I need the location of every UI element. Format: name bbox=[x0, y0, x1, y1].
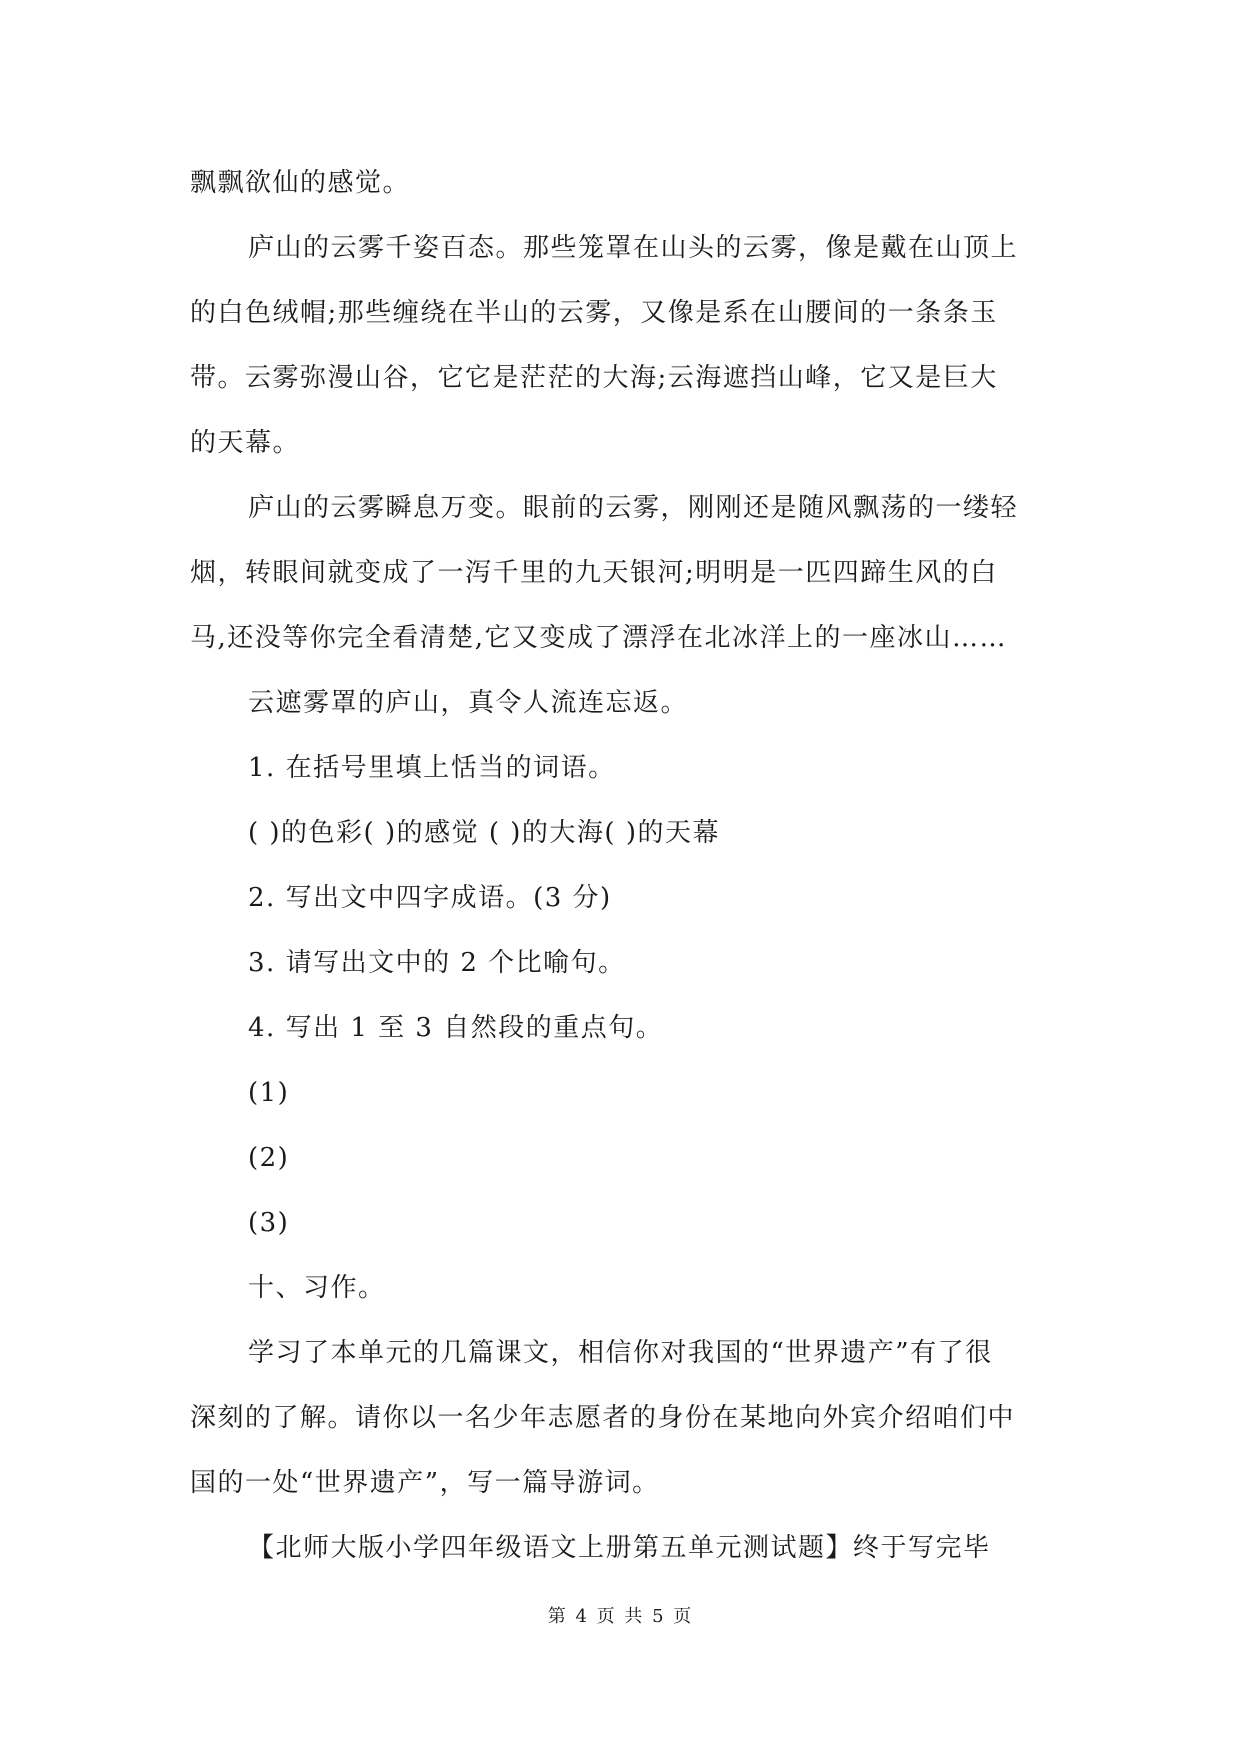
paragraph-line: 庐山的云雾千姿百态。那些笼罩在山头的云雾，像是戴在山顶上 bbox=[248, 233, 1019, 263]
question-4: 4. 写出 1 至 3 自然段的重点句。 bbox=[248, 1013, 664, 1043]
text-line: 的白色绒帽;那些缠绕在半山的云雾，又像是系在山腰间的一条条玉 bbox=[190, 298, 998, 328]
text-line: 烟，转眼间就变成了一泻千里的九天银河;明明是一匹四蹄生风的白 bbox=[190, 558, 998, 588]
document-body bbox=[190, 158, 1060, 1588]
section-heading: 十、习作。 bbox=[248, 1273, 386, 1303]
answer-slot-2: (2) bbox=[248, 1143, 290, 1173]
text-line: 飘飘欲仙的感觉。 bbox=[190, 168, 411, 198]
text-line: 深刻的了解。请你以一名少年志愿者的身份在某地向外宾介绍咱们中 bbox=[190, 1403, 1016, 1433]
paragraph-line: 庐山的云雾瞬息万变。眼前的云雾，刚刚还是随风飘荡的一缕轻 bbox=[248, 493, 1019, 523]
text-line: 带。云雾弥漫山谷，它它是茫茫的大海;云海遮挡山峰，它又是巨大 bbox=[190, 363, 998, 393]
paragraph-line: 【北师大版小学四年级语文上册第五单元测试题】终于写完毕 bbox=[248, 1533, 991, 1563]
question-3: 3. 请写出文中的 2 个比喻句。 bbox=[248, 948, 626, 978]
question-1-blanks: ( )的色彩( )的感觉 ( )的大海( )的天幕 bbox=[248, 818, 720, 848]
paragraph-line: 学习了本单元的几篇课文，相信你对我国的“世界遗产”有了很 bbox=[248, 1338, 993, 1368]
answer-slot-3: (3) bbox=[248, 1208, 290, 1238]
text-line: 马,还没等你完全看清楚,它又变成了漂浮在北冰洋上的一座冰山…… bbox=[190, 623, 1008, 653]
answer-slot-1: (1) bbox=[248, 1078, 290, 1108]
question-1: 1. 在括号里填上恬当的词语。 bbox=[248, 753, 616, 783]
text-line: 的天幕。 bbox=[190, 428, 301, 458]
question-2: 2. 写出文中四字成语。(3 分) bbox=[248, 883, 612, 913]
text-line: 国的一处“世界遗产”，写一篇导游词。 bbox=[190, 1468, 660, 1498]
paragraph-line: 云遮雾罩的庐山，真令人流连忘返。 bbox=[248, 688, 689, 718]
page-number-footer: 第 4 页 共 5 页 bbox=[547, 1606, 694, 1627]
